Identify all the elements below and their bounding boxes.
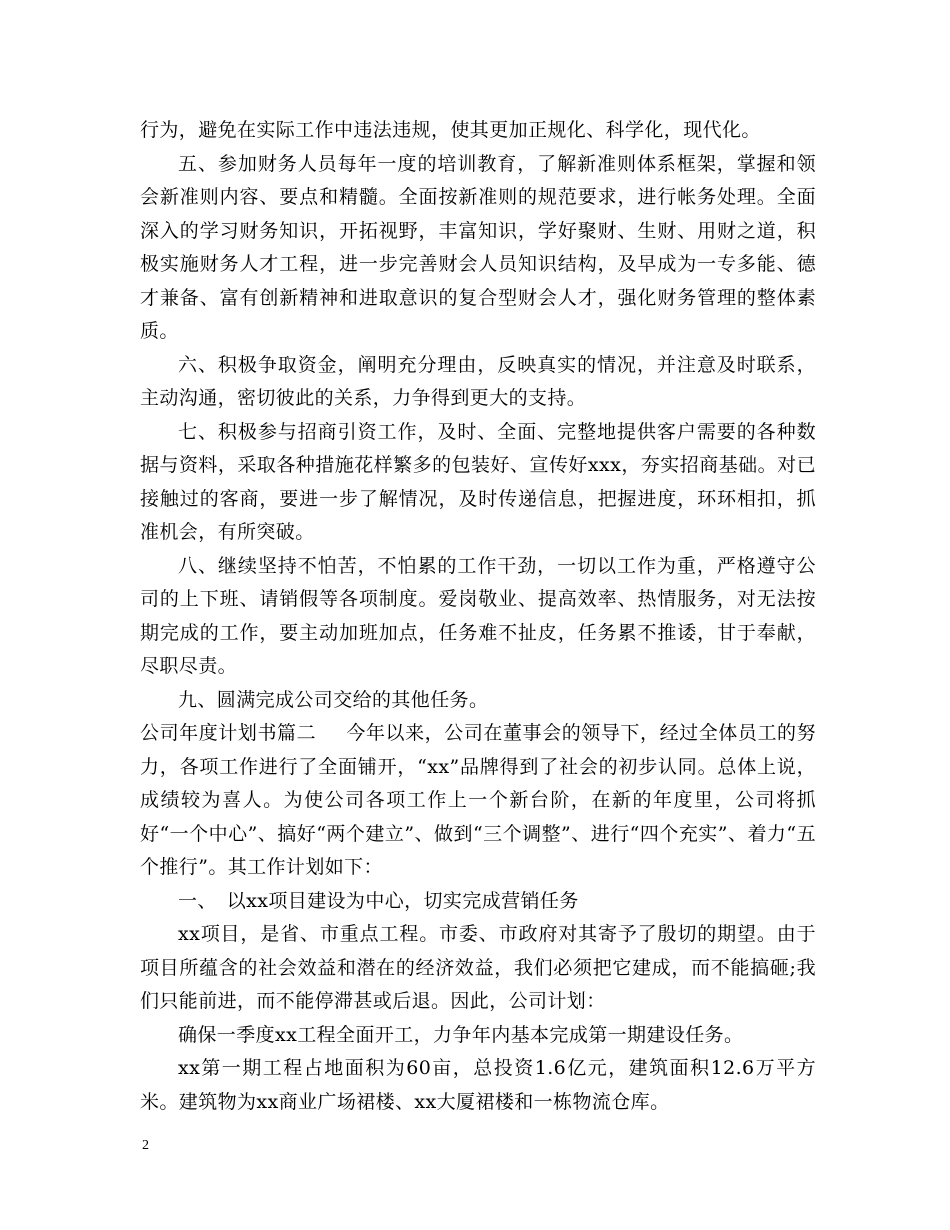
document-body [140, 114, 816, 1119]
paragraph-plan-goal: 确保一季度xx工程全面开工，力争年内基本完成第一期建设任务。 [178, 1023, 744, 1046]
paragraph-project: xx项目，是省、市重点工程。市委、市政府对其寄予了殷切的期望。由于项目所蕴含的社会效益和潜在的经济效益，我们必须把它建成，而不能搞砸;我们只能前进，而不能停滞甚或后退。因此，公司计划： [140, 923, 816, 1012]
section-heading: 公司年度计划书篇二 [140, 722, 317, 744]
section-intro: 今年以来，公司在董事会的领导下，经过全体员工的努力，各项工作进行了全面铺开，“xx”品牌得到了社会的初步认同。总体上说，成绩较为喜人。为使公司各项工作上一个新台阶，在新的年度里，公司将抓好“一个中心”、搞好“两个建立”、做到“三个调整”、进行“四个充实”、着力“五个推行”。其工作计划如下： [140, 722, 816, 878]
paragraph-phase-one: xx第一期工程占地面积为60亩，总投资1.6亿元，建筑面积12.6万平方米。建筑物为xx商业广场裙楼、xx大厦裙楼和一栋物流仓库。 [140, 1057, 816, 1113]
paragraph-item-9: 九、圆满完成公司交给的其他任务。 [178, 688, 489, 711]
section-two-paragraph [140, 717, 816, 885]
paragraph-item-6: 六、积极争取资金，阐明充分理由，反映真实的情况，并注意及时联系，主动沟通，密切彼此的关系，力争得到更大的支持。 [140, 353, 816, 409]
paragraph-item-8: 八、继续坚持不怕苦，不怕累的工作干劲，一切以工作为重，严格遵守公司的上下班、请销假等各项制度。爱岗敬业、提高效率、热情服务，对无法按期完成的工作，要主动加班加点，任务难不扯皮，任务累不推诿，甘于奉献，尽职尽责。 [140, 554, 816, 677]
page-number: 2 [142, 1138, 149, 1153]
paragraph-continuation: 行为，避免在实际工作中违法违规，使其更加正规化、科学化，现代化。 [140, 119, 761, 141]
subheading-one: 一、 以xx项目建设为中心，切实完成营销任务 [178, 889, 579, 912]
paragraph-item-5: 五、参加财务人员每年一度的培训教育，了解新准则体系框架，掌握和领会新准则内容、要点和精髓。全面按新准则的规范要求，进行帐务处理。全面深入的学习财务知识，开拓视野，丰富知识，学好聚财、生财、用财之道，积极实施财务人才工程，进一步完善财会人员知识结构，及早成为一专多能、德才兼备、富有创新精神和进取意识的复合型财会人才，强化财务管理的整体素质。 [140, 152, 816, 342]
paragraph-item-7: 七、积极参与招商引资工作，及时、全面、完整地提供客户需要的各种数据与资料，采取各种措施花样繁多的包装好、宣传好xxx，夯实招商基础。对已接触过的客商，要进一步了解情况，及时传递信息，把握进度，环环相扣，抓准机会，有所突破。 [140, 420, 816, 543]
